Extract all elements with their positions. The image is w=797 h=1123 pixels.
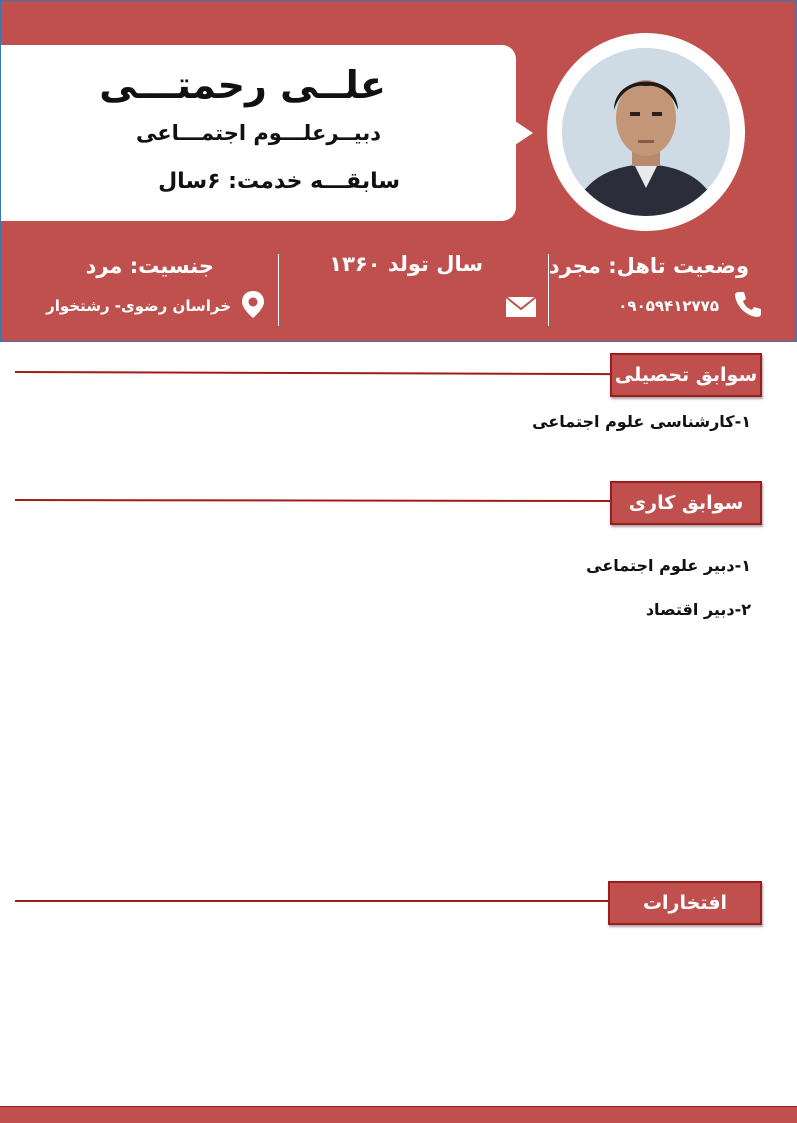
birth-year: سال تولد ۱۳۶۰	[329, 252, 483, 276]
person-name: علــی رحمتـــی	[99, 63, 386, 107]
education-section-title: سوابق تحصیلی	[610, 353, 762, 397]
education-item: ۱-کارشناسی علوم اجتماعی	[532, 412, 751, 431]
name-card	[1, 45, 516, 221]
work-item: ۱-دبیر علوم اجتماعی	[586, 556, 751, 575]
phone-number: ۰۹۰۵۹۴۱۲۷۷۵	[618, 297, 719, 315]
footer-bar	[0, 1106, 797, 1123]
gender: جنسیت: مرد	[85, 254, 214, 278]
experience-years: سابقـــه خدمت: ۶سال	[158, 169, 400, 194]
mail-icon	[505, 296, 537, 322]
work-section-title: سوابق کاری	[610, 481, 762, 525]
marital-status: وضعیت تاهل: مجرد	[548, 254, 749, 278]
location: خراسان رضوی- رشتخوار	[46, 297, 231, 315]
honors-section-title: افتخارات	[608, 881, 762, 925]
job-title: دبیــرعلـــوم اجتمـــاعی	[136, 121, 381, 145]
work-item: ۲-دبیر اقتصاد	[645, 600, 751, 619]
education-line	[15, 371, 615, 375]
info-divider-right	[548, 254, 549, 326]
location-pin-icon	[240, 290, 266, 324]
work-line	[15, 499, 615, 502]
info-divider-left	[278, 254, 279, 326]
phone-icon	[733, 289, 763, 323]
profile-photo	[562, 48, 730, 216]
honors-line	[15, 900, 613, 902]
